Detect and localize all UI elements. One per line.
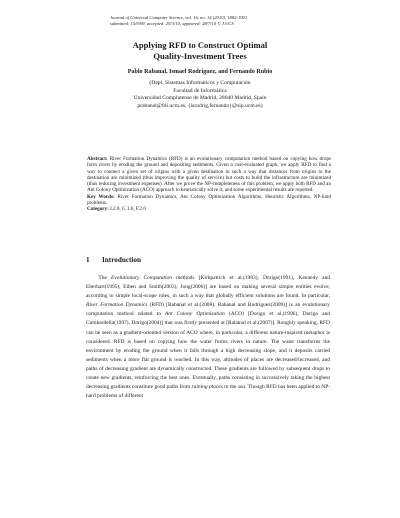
intro-text: (RFD) [Rabanal et al.(2008), Rabanal and Rodríguez(2009)] is an evolutionary computation method related to <box>86 302 330 318</box>
intro-text: to the <box>224 384 237 391</box>
intro-text: methods [Kirkpatrick et al.(1983), Dorigo(1991), Kennedy and Eberhart(1995), Eiben and Smith(2003), Jong(2006)] are based on making several simple entities evolve, according to simple local-scope rules, in such a way that globally efficient solutions are found. In particular, <box>86 275 331 300</box>
intro-emphasis: Evolutionary Computation <box>111 275 172 281</box>
category-line <box>87 206 331 212</box>
abstract-block <box>87 156 331 213</box>
section-heading <box>86 256 141 265</box>
keywords-line <box>87 194 331 207</box>
keywords-text: River Formation Dynamics, Ant Colony Optimization Algorithms, Heuristic Algorithms, NP-hard problems. <box>87 193 331 207</box>
abstract-text: River Formation Dynamics (RFD) is an evolutionary computation method based on copying how drops form rivers by eroding the ground and depositing sediments. Given a cost-evaluated graph, we apply RFD to find a way to connect a given set of origins with a given destination in such a way that distances from origins to the destination are minimized (thus improving the quality of service) but costs to build the infrastructure are minimized (thus reducing investment expenses). After we prove the NP-completeness of this problem, we apply both RFD and an Ant Colony Optimization (ACO) approach to heuristically solve it, and some experimental results are reported. <box>87 156 332 194</box>
category-text: I.2.8, G.1.6, F.2.0 <box>110 206 146 213</box>
journal-dates: submitted: 15/9/09, accepted: 29/3/10, appeared: 28/7/10 © J.UCS <box>110 20 234 26</box>
keywords-label: Key Words: <box>87 193 115 200</box>
category-label: Category: <box>87 206 109 213</box>
intro-emphasis: sea <box>237 384 246 391</box>
affiliation-university: Universidad Complutense de Madrid, 28040 Madrid, Spain <box>133 95 267 102</box>
introduction-body <box>86 274 330 401</box>
paper-authors: Pablo Rabanal, Ismael Rodríguez, and Fernando Rubio <box>127 69 273 75</box>
affiliation-dept: (Dept. Sistemas Informáticos y Computación <box>149 80 251 86</box>
intro-emphasis: raining places <box>191 384 223 391</box>
introduction-paragraph <box>86 274 330 401</box>
intro-text: The <box>98 275 107 281</box>
section-title: Introduction <box>102 256 142 264</box>
journal-citation: Journal of Universal Computer Science, vol. 16, no. 14 (2010), 1882-1901 <box>110 15 248 20</box>
section-number: 1 <box>86 256 90 264</box>
paper-title <box>0 40 400 62</box>
title-line-2: Quality-Investment Trees <box>153 50 247 61</box>
intro-text: . Though RFD has been applied to NP-hard problems of different <box>86 384 331 400</box>
affiliation-faculty: Facultad de Informática <box>173 87 227 94</box>
journal-header <box>110 15 300 26</box>
intro-text: (ACO) [Dorigo et al.(1996), Dorigo and Gambardella(1997), Dorigo(2004)] that was firstly presented at [Rabanal et al.(2007)]. Roughly speaking, RFD can be seen as a gradient-oriented version of ACO where, in particular, a different nature-inspired metaphor is considered. RFD is based on copying how the water forms rivers in nature. The water transforms the environment by eroding the ground when it falls through a high decreasing slope, and it deposits carried sediments when a more flat ground is reached. In this way, altitudes of places are decreased/increased, and paths of decreasing gradient are dynamically constructed. These gradients are followed by subsequent drops to create new gradients, reinforcing the best ones. Eventually, paths consisting in successively taking the highest decreasing gradients constitute good paths from <box>86 311 331 391</box>
abstract-label: Abstract: <box>87 156 108 162</box>
author-affiliation <box>0 80 400 111</box>
intro-emphasis: River Formation Dynamics <box>86 302 148 309</box>
affiliation-emails: prabanal@fdi.ucm.es, {isrodrig,fernando}@sip.ucm.es) <box>137 103 263 110</box>
abstract-paragraph <box>87 156 331 194</box>
intro-emphasis: Ant Colony Optimization <box>164 311 225 318</box>
title-line-1: Applying RFD to Construct Optimal <box>132 40 268 50</box>
